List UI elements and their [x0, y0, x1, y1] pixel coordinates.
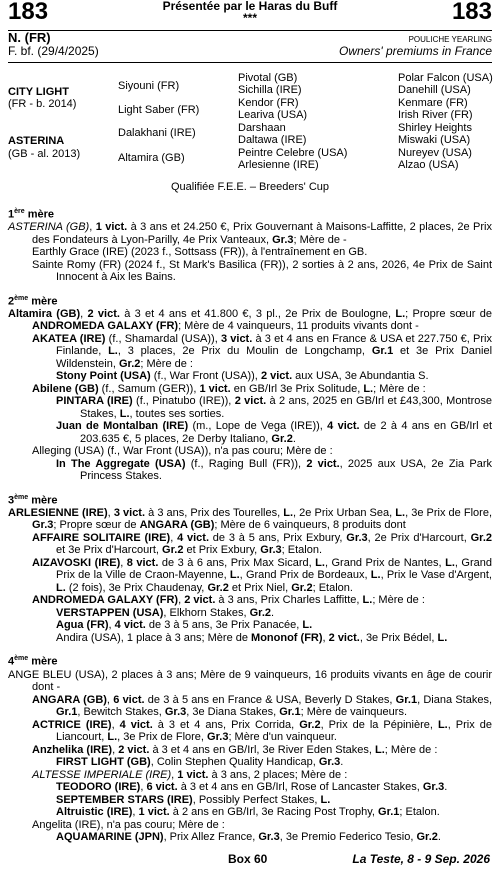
- owners-premiums: Owners' premiums in France: [339, 44, 492, 58]
- dam-record: ANGE BLEU (USA), 2 places à 3 ans; Mère de 9 vainqueurs, 16 produits vivants en âge de courir dont -: [8, 668, 492, 694]
- pedigree-table: [0, 71, 500, 176]
- catalogue-header: [0, 0, 500, 28]
- pedigree-gen2: Altamira (GB): [118, 152, 185, 164]
- produce-entry: Agua (FR), 4 vict. de 3 à 5 ans, 3e Prix Panacée, L.: [56, 619, 313, 632]
- pedigree-gen4: Polar Falcon (USA): [398, 72, 493, 84]
- horse-sex-birth: F. bf. (29/4/2025): [8, 44, 99, 58]
- first-dam-section: [8, 206, 492, 284]
- third-dam-section: [8, 492, 492, 645]
- fourth-dam-title: 4ème mère: [8, 655, 58, 669]
- pedigree-gen4: Alzao (USA): [398, 159, 459, 171]
- consignor-stars: ***: [242, 11, 257, 25]
- produce-entry: In The Aggregate (USA) (f., Raging Bull (FR)), 2 vict., 2025 aux USA, 2e Zia Park Princess Stakes.: [56, 457, 492, 483]
- second-dam-section: [8, 293, 492, 483]
- pedigree-gen3: Leariva (USA): [238, 109, 308, 121]
- produce-entry: PINTARA (IRE) (f., Pinatubo (IRE)), 2 vict. à 2 ans, 2025 en GB/Irl et £43,300, Montrose Stakes, L., toutes ses sorties.: [56, 395, 493, 420]
- dam-record: ARLESIENNE (IRE), 3 vict. à 3 ans, Prix des Tourelles, L., 2e Prix Urban Sea, L., 3e Prix de Flore, Gr.3; Propre sœur de ANGARA (GB); Mère de 6 vainqueurs, 8 produits dont: [8, 506, 492, 532]
- sire-info: (FR - b. 2014): [8, 98, 77, 110]
- pedigree-gen4: Irish River (FR): [398, 109, 473, 121]
- pedigree-gen3: Peintre Celebre (USA): [238, 147, 348, 159]
- name-rule: [8, 62, 492, 63]
- dam-name: ASTERINA: [8, 135, 65, 147]
- dam-info: (GB - al. 2013): [8, 148, 81, 160]
- produce-entry: AQUAMARINE (JPN), Prix Allez France, Gr.3, 3e Premio Federico Tesio, Gr.2.: [56, 831, 441, 844]
- produce-entry: AIZAVOSKI (IRE), 8 vict. de 3 à 6 ans, Prix Max Sicard, L., Grand Prix de Nantes, L., Grand Prix de la Ville de Craon-Mayenne, L., Grand Prix de Bordeaux, L., Prix le Vase d'Argent, L. (2 fois), 3e Prix Chaudenay, Gr.2 et Prix Niel, Gr.2; Etalon.: [32, 556, 493, 594]
- produce-entry: Altruistic (IRE), 1 vict. à 2 ans en GB/Irl, 3e Racing Post Trophy, Gr.1; Etalon.: [56, 806, 440, 819]
- consignor-text: Présentée par le Haras du Buff: [162, 0, 338, 13]
- produce-entry: Andira (USA), 1 place à 3 ans; Mère de Mononof (FR), 2 vict., 3e Prix Bédel, L.: [56, 631, 448, 644]
- pedigree-gen4: Shirley Heights: [398, 122, 472, 134]
- produce-entry: Angelita (IRE), n'a pas couru; Mère de :: [32, 818, 225, 831]
- horse-name: N. (FR): [8, 30, 51, 45]
- first-dam-title: 1ère mère: [8, 208, 54, 221]
- pedigree-gen4: Miswaki (USA): [398, 134, 471, 146]
- sale-place-date: La Teste, 8 - 9 Sep. 2026: [352, 852, 490, 866]
- produce-entry: Abilene (GB) (f., Samum (GER)), 1 vict. en GB/Irl 3e Prix Solitude, L.; Mère de :: [32, 382, 426, 395]
- pedigree-gen2: Siyouni (FR): [118, 80, 180, 92]
- produce-entry: ANGARA (GB), 6 vict. de 3 à 5 ans en France & USA, Beverly D Stakes, Gr.1, Diana Stakes, Gr.1, Bewitch Stakes, Gr.3, 3e Diana Stakes, Gr.1; Mère de vainqueurs.: [32, 693, 492, 719]
- produce-entry: FIRST LIGHT (GB), Colin Stephen Quality Handicap, Gr.3.: [56, 756, 344, 769]
- box-number: Box 60: [228, 852, 268, 866]
- pedigree-gen4: Nureyev (USA): [398, 147, 472, 159]
- pedigree-gen3: Arlesienne (IRE): [238, 159, 319, 171]
- produce-record: [8, 206, 492, 844]
- horse-category: POULICHE YEARLING: [408, 35, 492, 44]
- produce-entry: Juan de Montalban (IRE) (m., Lope de Vega (IRE)), 4 vict. de 2 à 4 ans en GB/Irl et 203.635 €, 5 places, 2e Derby Italiano, Gr.2.: [56, 420, 493, 445]
- pedigree-gen3: Sichilla (IRE): [238, 84, 302, 96]
- produce-entry: SEPTEMBER STARS (IRE), Possibly Perfect Stakes, L.: [56, 793, 331, 806]
- qualification: Qualifiée F.E.E. – Breeders' Cup: [170, 181, 329, 193]
- third-dam-title: 3ème mère: [8, 493, 58, 507]
- lot-number-left: 183: [8, 0, 49, 25]
- produce-entry: AKATEA (IRE) (f., Shamardal (USA)), 3 vict. à 3 et 4 ans en France & USA et 227.750 €, Prix Finlande, L., 3 places, 2e Prix du Moulin de Longchamp, Gr.1 et 3e Prix Daniel Wildenstein, Gr.2; Mère de :: [32, 332, 493, 370]
- produce-entry: ALTESSE IMPERIALE (IRE), 1 vict. à 3 ans, 2 places; Mère de :: [32, 768, 348, 781]
- produce-entry: TEODORO (IRE), 6 vict. à 3 et 4 ans en GB/Irl, Rose of Lancaster Stakes, Gr.3.: [56, 781, 448, 794]
- pedigree-gen4: Danehill (USA): [398, 84, 471, 96]
- dam-record: ASTERINA (GB), 1 vict. à 3 ans et 24.250 €, Prix Gouvernant à Maisons-Laffitte, 2 places, 2e Prix des Fondateurs à Lyon-Parilly, 4e Prix Vanteaux, Gr.3; Mère de -: [8, 221, 492, 246]
- dam-record: Altamira (GB), 2 vict. à 3 et 4 ans et 41.800 €, 3 pl., 2e Prix de Boulogne, L.; Propre sœur de ANDROMEDA GALAXY (FR); Mère de 4 vainqueurs, 11 produits vivants dont -: [8, 307, 492, 333]
- pedigree-gen2: Light Saber (FR): [118, 104, 200, 116]
- pedigree-gen3: Daltawa (IRE): [238, 134, 307, 146]
- produce-entry: VERSTAPPEN (USA), Elkhorn Stakes, Gr.2.: [56, 606, 275, 619]
- second-dam-title: 2ème mère: [8, 294, 58, 308]
- fourth-dam-section: [8, 653, 492, 843]
- produce-entry: ACTRICE (IRE), 4 vict. à 3 et 4 ans, Prix Corrida, Gr.2, Prix de la Pépinière, L., Prix de Liancourt, L., 3e Prix de Flore, Gr.3; Mère d'un vainqueur.: [32, 718, 492, 744]
- produce-entry: AFFAIRE SOLITAIRE (IRE), 4 vict. de 3 à 5 ans, Prix Exbury, Gr.3, 2e Prix d'Harcourt, Gr.2 et 3e Prix d'Harcourt, Gr.2 et Prix Exbury, Gr.3; Etalon.: [32, 531, 492, 557]
- pedigree-gen3: Darshaan: [238, 122, 286, 134]
- header-rule: [8, 30, 492, 31]
- lot-number-right: 183: [451, 0, 492, 25]
- horse-sex-row: [8, 45, 492, 58]
- produce-entry: Sainte Romy (FR) (2024 f., St Mark's Basilica (FR)), 2 sorties à 2 ans, 2026, 4e Prix de Saint Innocent à Aix les Bains.: [32, 258, 492, 284]
- produce-entry: Alleging (USA) (f., War Front (USA)), n'a pas couru; Mère de :: [32, 445, 333, 458]
- produce-entry: ANDROMEDA GALAXY (FR), 2 vict. à 3 ans, Prix Charles Laffitte, L.; Mère de :: [32, 594, 425, 607]
- pedigree-gen3: Pivotal (GB): [238, 72, 298, 84]
- consignor: [0, 0, 500, 24]
- sire-name: CITY LIGHT: [8, 86, 69, 98]
- pedigree-gen2: Dalakhani (IRE): [118, 127, 196, 139]
- produce-entry: Stony Point (USA) (f., War Front (USA)), 2 vict. aux USA, 3e Abundantia S.: [56, 370, 429, 383]
- produce-entry: Earthly Grace (IRE) (2023 f., Sottsass (FR)), à l'entraînement en GB.: [32, 246, 368, 259]
- produce-entry: Anzhelika (IRE), 2 vict. à 3 et 4 ans en GB/Irl, 3e River Eden Stakes, L.; Mère de :: [32, 743, 438, 756]
- pedigree-gen4: Kenmare (FR): [398, 97, 468, 109]
- pedigree-gen3: Kendor (FR): [238, 97, 299, 109]
